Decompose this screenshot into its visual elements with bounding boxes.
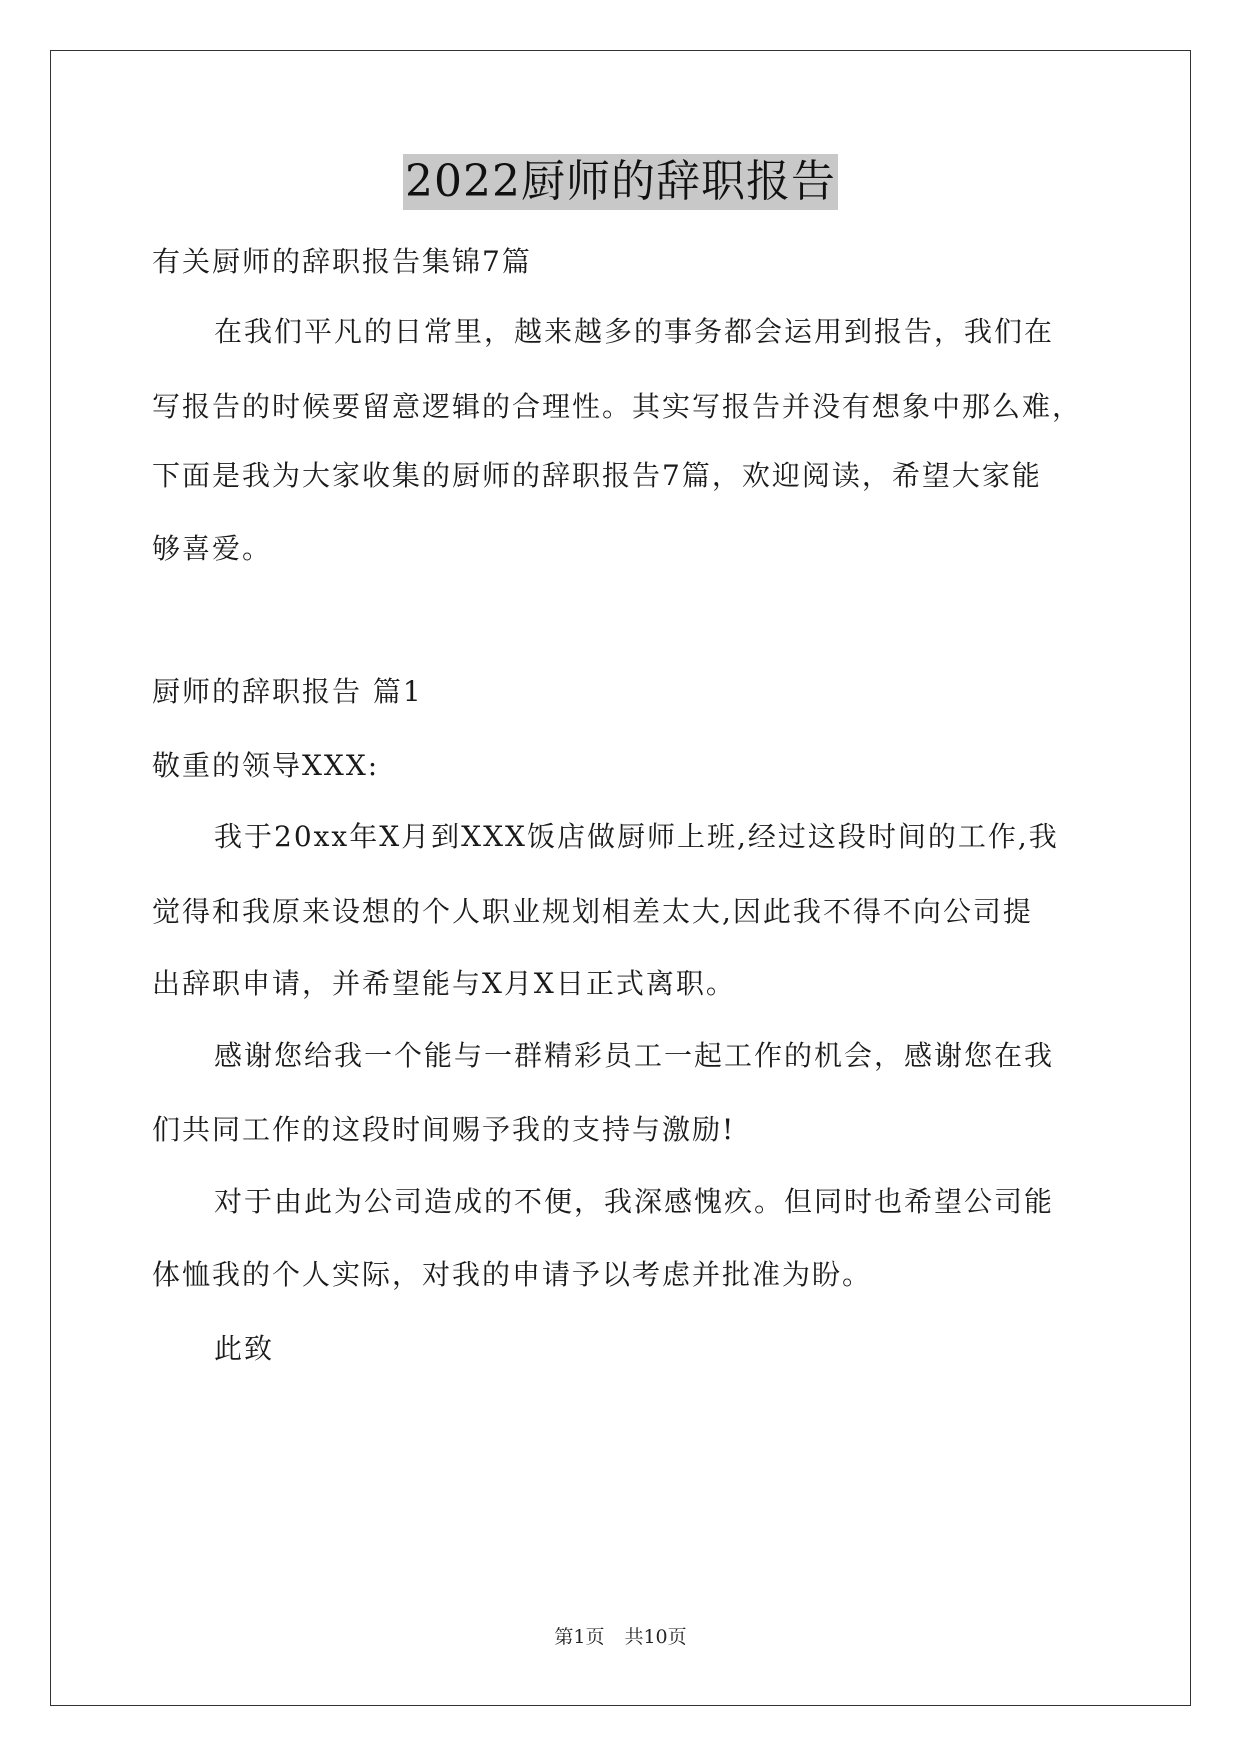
intro-line-2: 写报告的时候要留意逻辑的合理性。其实写报告并没有想象中那么难， [152,390,1083,423]
body-line-2: 觉得和我原来设想的个人职业规划相差太大,因此我不得不向公司提 [152,895,1033,928]
intro-line-1: 在我们平凡的日常里，越来越多的事务都会运用到报告，我们在 [214,315,1055,348]
body-line-3: 出辞职申请，并希望能与X月X日正式离职。 [152,967,736,1000]
page-border [50,50,1191,1706]
body-line-4: 感谢您给我一个能与一群精彩员工一起工作的机会，感谢您在我 [214,1039,1055,1072]
intro-line-3: 下面是我为大家收集的厨师的辞职报告7篇，欢迎阅读，希望大家能 [152,459,1042,492]
intro-line-4: 够喜爱。 [152,532,273,565]
title-wrap [0,154,1241,210]
body-line-1: 我于20xx年X月到XXX饭店做厨师上班,经过这段时间的工作,我 [214,820,1059,853]
body-line-5: 们共同工作的这段时间赐予我的支持与激励! [152,1113,736,1146]
page-number: 第1页 [554,1626,605,1648]
document-title: 2022厨师的辞职报告 [403,154,838,210]
page-footer [0,1625,1241,1649]
body-line-7: 体恤我的个人实际，对我的申请予以考虑并批准为盼。 [152,1258,873,1291]
section-heading: 厨师的辞职报告 篇1 [152,675,423,708]
document-subtitle: 有关厨师的辞职报告集锦7篇 [152,245,532,278]
body-line-6: 对于由此为公司造成的不便，我深感愧疚。但同时也希望公司能 [214,1185,1055,1218]
page-total: 共10页 [624,1626,687,1648]
salutation: 敬重的领导XXX: [152,749,380,782]
body-line-8: 此致 [214,1332,275,1365]
